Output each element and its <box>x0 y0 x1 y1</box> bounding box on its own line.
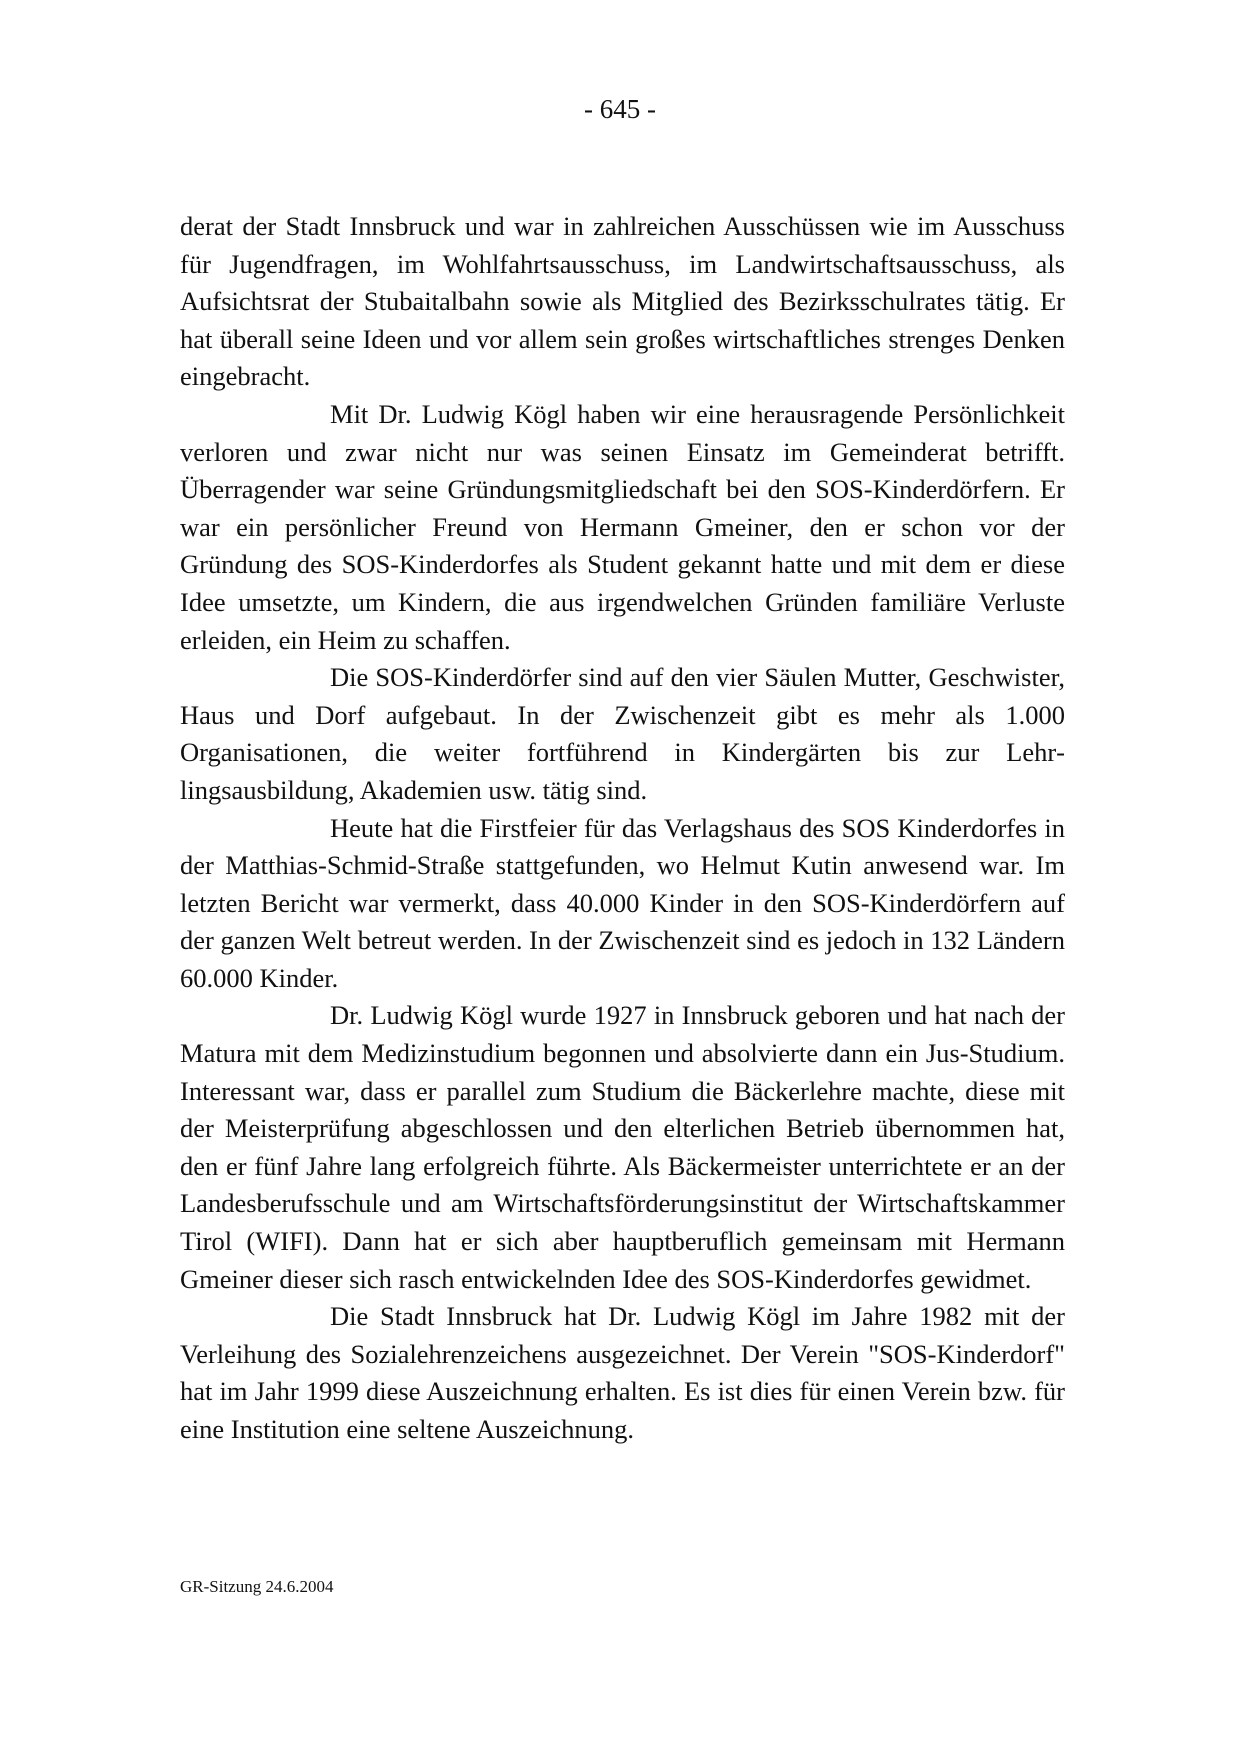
paragraph-biography: Dr. Ludwig Kögl wurde 1927 in Innsbruck geboren und hat nach der Matura mit dem Medizinstudium begonnen und absolvierte dann ein Jus-Studium. Interessant war, dass er parallel zum Studium die Bäckerlehre machte, diese mit der Meisterprüfung abgeschlossen und den elterlichen Betrieb übernommen hat, den er fünf Jahre lang erfolgreich führte. Als Bäckermeister unterrichtete er an der Landesberufsschule und am Wirtschaftsförderungsinstitut der Wirtschaftskammer Tirol (WIFI). Dann hat er sich aber hauptberuflich gemeinsam mit Hermann Gmeiner dieser sich rasch entwickelnden Idee des SOS-Kinderdorfes gewidmet. <box>180 1000 1065 1294</box>
paragraph-continuation: derat der Stadt Innsbruck und war in zahlreichen Ausschüssen wie im Ausschuss für Jugendfragen, im Wohlfahrtsausschuss, im Landwirtschaftsausschuss, als Aufsichtsrat der Stubaitalbahn sowie als Mitglied des Bezirksschulrates tätig. Er hat überall seine Ideen und vor allem sein großes wirtschaftliches strenges Denken eingebracht. <box>180 211 1065 392</box>
paragraph-loss-of-personality: Mit Dr. Ludwig Kögl haben wir eine herausragende Persönlichkeit verloren und zwar nicht nur was seinen Einsatz im Gemeinderat betrifft. Überragender war seine Gründungsmitgliedschaft bei den SOS-Kinderdörfern. Er war ein persönlicher Freund von Hermann Gmeiner, den er schon vor der Gründung des SOS-Kinderdorfes als Student gekannt hatte und mit dem er diese Idee umsetzte, um Kindern, die aus irgendwelchen Gründen familiäre Verluste erleiden, ein Heim zu schaffen. <box>180 398 1065 655</box>
body-text <box>180 208 1065 1449</box>
footer-session-date: GR-Sitzung 24.6.2004 <box>180 1577 334 1596</box>
paragraph-four-pillars: Die SOS-Kinderdörfer sind auf den vier Säulen Mutter, Geschwister, Haus und Dorf aufgebaut. In der Zwischenzeit gibt es mehr als 1.000 Organisationen, die weiter fortführend in Kindergärten bis zur Lehrlingsausbildung, Akademien usw. tätig sind. <box>180 662 1065 805</box>
page-number: - 645 - <box>584 94 656 124</box>
paragraph-award: Die Stadt Innsbruck hat Dr. Ludwig Kögl im Jahre 1982 mit der Verleihung des Sozialehrenzeichens ausgezeichnet. Der Verein "SOS-Kinderdorf" hat im Jahr 1999 diese Auszeichnung erhalten. Es ist dies für einen Verein bzw. für eine Institution eine seltene Auszeichnung. <box>180 1301 1065 1444</box>
paragraph-topping-out-ceremony: Heute hat die Firstfeier für das Verlagshaus des SOS Kinderdorfes in der Matthias-Schmid-Straße stattgefunden, wo Helmut Kutin anwesend war. Im letzten Bericht war vermerkt, dass 40.000 Kinder in den SOS-Kinderdörfern auf der ganzen Welt betreut werden. In der Zwischenzeit sind es jedoch in 132 Ländern 60.000 Kinder. <box>180 812 1065 993</box>
